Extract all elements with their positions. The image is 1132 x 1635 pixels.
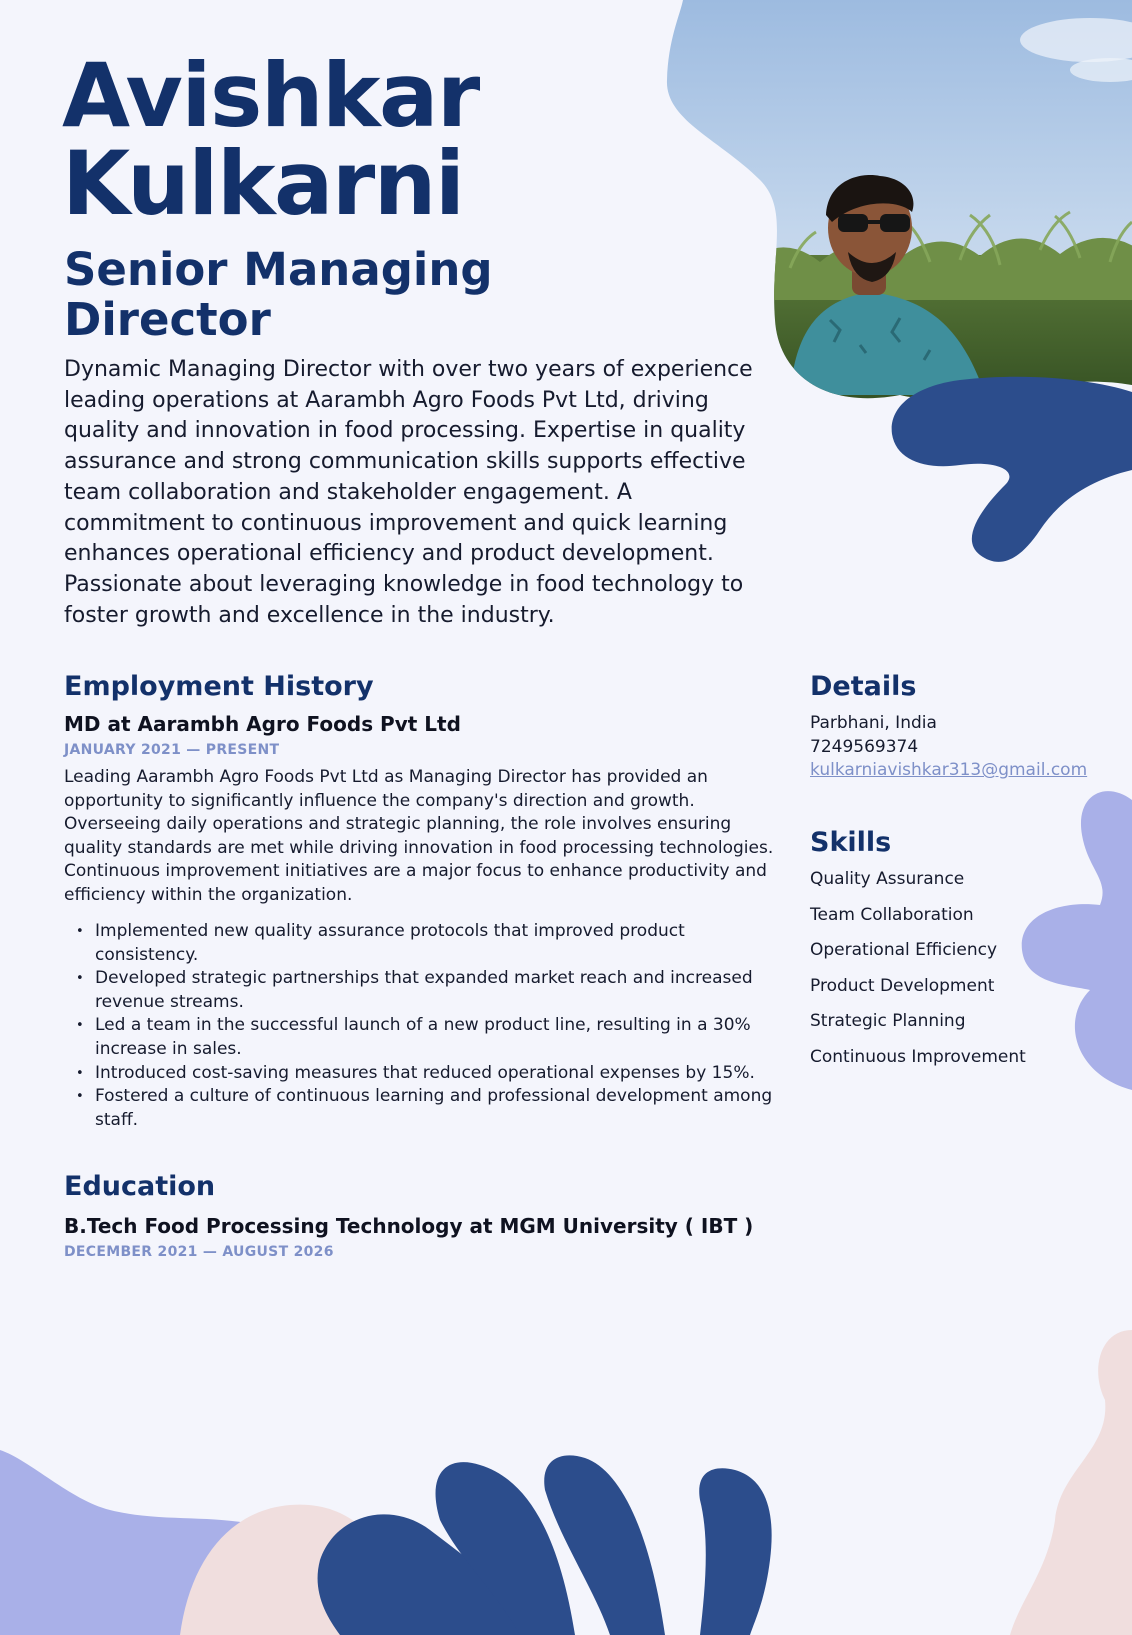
education-title: B.Tech Food Processing Technology at MGM University ( IBT ): [64, 1214, 754, 1238]
education-heading: Education: [64, 1171, 216, 1202]
job-title: MD at Aarambh Agro Foods Pvt Ltd: [64, 712, 461, 736]
list-item: • Introduced cost-saving measures that reduced operational expenses by 15%.: [64, 1062, 776, 1086]
list-item: • Fostered a culture of continuous learning and professional development among staff.: [64, 1085, 776, 1132]
details-heading: Details: [810, 671, 917, 702]
job-dates: JANUARY 2021 — PRESENT: [64, 742, 280, 758]
skill-item: Product Development: [810, 975, 995, 996]
skill-item: Team Collaboration: [810, 904, 974, 925]
skills-heading: Skills: [810, 827, 892, 858]
job-title-headline: [64, 245, 624, 345]
employment-heading: Employment History: [64, 671, 374, 702]
skill-item: Operational Efficiency: [810, 940, 998, 960]
title-line-2: Director: [64, 293, 271, 346]
skills-list: [810, 868, 1110, 1081]
phone: 7249569374: [810, 736, 919, 757]
email-link[interactable]: kulkarniavishkar313@gmail.com: [810, 760, 1088, 781]
title-line-1: Senior Managing: [64, 243, 493, 296]
location: Parbhani, India: [810, 713, 937, 733]
profile-summary: Dynamic Managing Director with over two years of experience leading operations at Aarambh Agro Foods Pvt Ltd, driving quality and innovation in food processing. Expertise in quality assurance and strong communication skills supports effective team collaboration and stakeholder engagement. A commitment to continuous improvement and quick learning enhances operational efficiency and product development. Passionate about leveraging knowledge in food technology to foster growth and excellence in the industry.: [64, 357, 753, 628]
skill-item: Continuous Improvement: [810, 1046, 1026, 1067]
list-item: • Led a team in the successful launch of a new product line, resulting in a 30% increase in sales.: [64, 1014, 776, 1061]
last-name: Kulkarni: [62, 132, 464, 235]
first-name: Avishkar: [62, 44, 479, 147]
full-name: [62, 44, 682, 235]
skill-item: Quality Assurance: [810, 869, 965, 889]
skill-item: Strategic Planning: [810, 1011, 966, 1031]
job-description: Leading Aarambh Agro Foods Pvt Ltd as Managing Director has provided an opportunity to significantly influence the company's direction and growth. Overseeing daily operations and strategic planning, the role involves ensuring quality standards are met while driving innovation in food processing technologies. Continuous improvement initiatives are a major focus to enhance productivity and efficiency within the organization.: [64, 767, 774, 905]
list-item: • Developed strategic partnerships that expanded market reach and increased revenue streams.: [64, 967, 776, 1014]
list-item: • Implemented new quality assurance protocols that improved product consistency.: [64, 920, 776, 967]
job-achievements: [64, 920, 776, 1132]
details-block: [810, 712, 1110, 783]
education-dates: DECEMBER 2021 — AUGUST 2026: [64, 1244, 334, 1260]
